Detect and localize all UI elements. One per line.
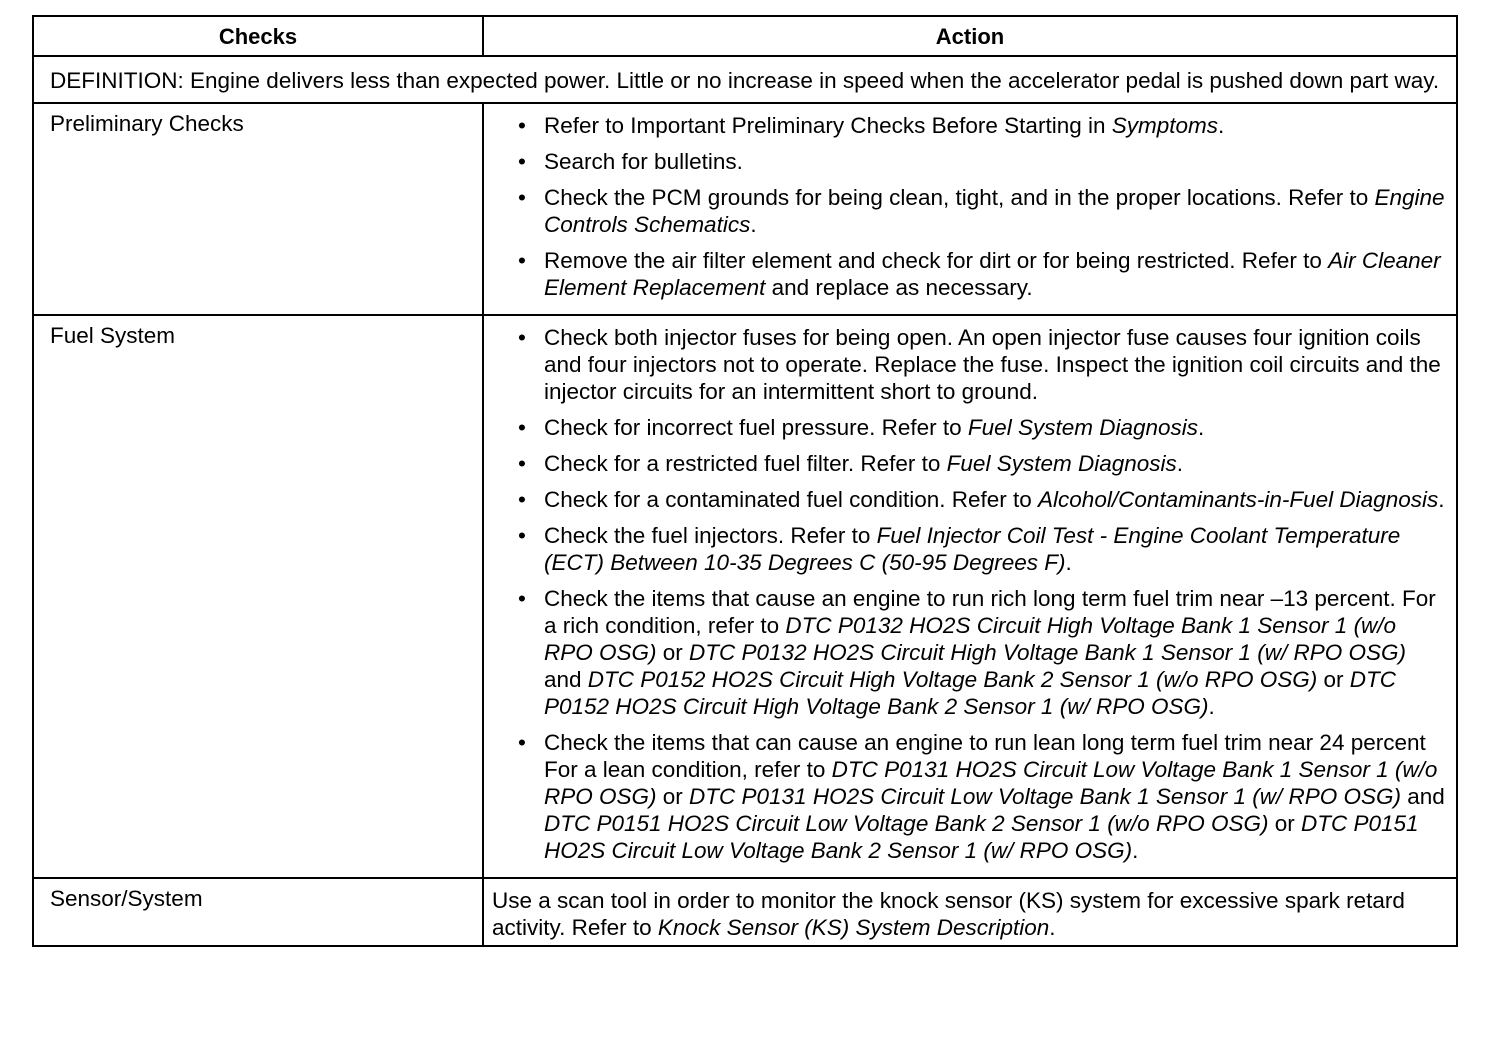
- table-row: [33, 315, 1457, 878]
- action-cell: [483, 878, 1457, 946]
- reference-link: Fuel System Diagnosis: [967, 415, 1199, 440]
- list-item: • Refer to Important Preliminary Checks Before Starting in Symptoms.: [544, 112, 1446, 139]
- reference-link: DTC P0151 HO2S Circuit Low Voltage Bank 2 Sensor 1 (w/ RPO OSG): [544, 811, 1419, 863]
- reference-link: DTC P0152 HO2S Circuit High Voltage Bank 2 Sensor 1 (w/ RPO OSG): [544, 667, 1397, 719]
- check-label: Fuel System: [33, 315, 483, 878]
- list-item: • Check both injector fuses for being open. An open injector fuse causes four ignition coils and four injectors not to operate. Replace the fuse. Inspect the ignition coil circuits and the injector circuits for an intermittent short to ground.: [544, 324, 1446, 405]
- list-item: • Check the items that can cause an engine to run lean long term fuel trim near 24 percent For a lean condition, refer to DTC P0131 HO2S Circuit Low Voltage Bank 1 Sensor 1 (w/o RPO OSG) or DTC P0131 HO2S Circuit Low Voltage Bank 1 Sensor 1 (w/ RPO OSG) and DTC P0151 HO2S Circuit Low Voltage Bank 2 Sensor 1 (w/o RPO OSG) or DTC P0151 HO2S Circuit Low Voltage Bank 2 Sensor 1 (w/ RPO OSG).: [544, 729, 1446, 864]
- header-action: Action: [483, 16, 1457, 56]
- diagnostic-table: [32, 15, 1458, 947]
- action-text: Use a scan tool in order to monitor the knock sensor (KS) system for excessive spark retard activity. Refer to Knock Sensor (KS) System Description.: [492, 888, 1405, 940]
- reference-link: Fuel Injector Coil Test - Engine Coolant Temperature (ECT) Between 10-35 Degrees C (50-95 Degrees F): [544, 523, 1401, 575]
- table-row: [33, 878, 1457, 946]
- check-label: Preliminary Checks: [33, 103, 483, 315]
- header-checks: Checks: [33, 16, 483, 56]
- action-list: [492, 324, 1446, 864]
- action-cell: [483, 103, 1457, 315]
- definition-text: DEFINITION: Engine delivers less than expected power. Little or no increase in speed when the accelerator pedal is pushed down part way.: [33, 56, 1457, 103]
- reference-link: Fuel System Diagnosis: [946, 451, 1177, 476]
- action-cell: [483, 315, 1457, 878]
- reference-link: Alcohol/Contaminants-in-Fuel Diagnosis: [1038, 487, 1439, 512]
- reference-link: Symptoms: [1111, 113, 1219, 138]
- reference-link: DTC P0131 HO2S Circuit Low Voltage Bank 1 Sensor 1 (w/o RPO OSG): [544, 757, 1438, 809]
- list-item: • Check for a contaminated fuel condition. Refer to Alcohol/Contaminants-in-Fuel Diagnosis.: [544, 486, 1446, 513]
- reference-link: DTC P0151 HO2S Circuit Low Voltage Bank 2 Sensor 1 (w/o RPO OSG): [544, 811, 1269, 836]
- reference-link: DTC P0152 HO2S Circuit High Voltage Bank 2 Sensor 1 (w/o RPO OSG): [587, 667, 1318, 692]
- reference-link: DTC P0132 HO2S Circuit High Voltage Bank 1 Sensor 1 (w/ RPO OSG): [689, 640, 1406, 665]
- list-item: • Search for bulletins.: [544, 148, 1446, 175]
- reference-link: Knock Sensor (KS) System Description: [657, 915, 1050, 940]
- header-row: [33, 16, 1457, 56]
- action-list: [492, 112, 1446, 301]
- reference-link: DTC P0131 HO2S Circuit Low Voltage Bank 1 Sensor 1 (w/ RPO OSG): [689, 784, 1401, 809]
- list-item: • Check the fuel injectors. Refer to Fuel Injector Coil Test - Engine Coolant Temperature (ECT) Between 10-35 Degrees C (50-95 Degrees F).: [544, 522, 1446, 576]
- list-item: • Check for a restricted fuel filter. Refer to Fuel System Diagnosis.: [544, 450, 1446, 477]
- list-item: • Remove the air filter element and check for dirt or for being restricted. Refer to Air Cleaner Element Replacement and replace as necessary.: [544, 247, 1446, 301]
- list-item: • Check for incorrect fuel pressure. Refer to Fuel System Diagnosis.: [544, 414, 1446, 441]
- table-row: [33, 103, 1457, 315]
- list-item: • Check the items that cause an engine to run rich long term fuel trim near –13 percent. For a rich condition, refer to DTC P0132 HO2S Circuit High Voltage Bank 1 Sensor 1 (w/o RPO OSG) or DTC P0132 HO2S Circuit High Voltage Bank 1 Sensor 1 (w/ RPO OSG) and DTC P0152 HO2S Circuit High Voltage Bank 2 Sensor 1 (w/o RPO OSG) or DTC P0152 HO2S Circuit High Voltage Bank 2 Sensor 1 (w/ RPO OSG).: [544, 585, 1446, 720]
- reference-link: Air Cleaner Element Replacement: [544, 248, 1441, 300]
- list-item: • Check the PCM grounds for being clean, tight, and in the proper locations. Refer to Engine Controls Schematics.: [544, 184, 1446, 238]
- reference-link: Engine Controls Schematics: [544, 185, 1445, 237]
- reference-link: DTC P0132 HO2S Circuit High Voltage Bank 1 Sensor 1 (w/o RPO OSG): [544, 613, 1397, 665]
- definition-row: [33, 56, 1457, 103]
- check-label: Sensor/System: [33, 878, 483, 946]
